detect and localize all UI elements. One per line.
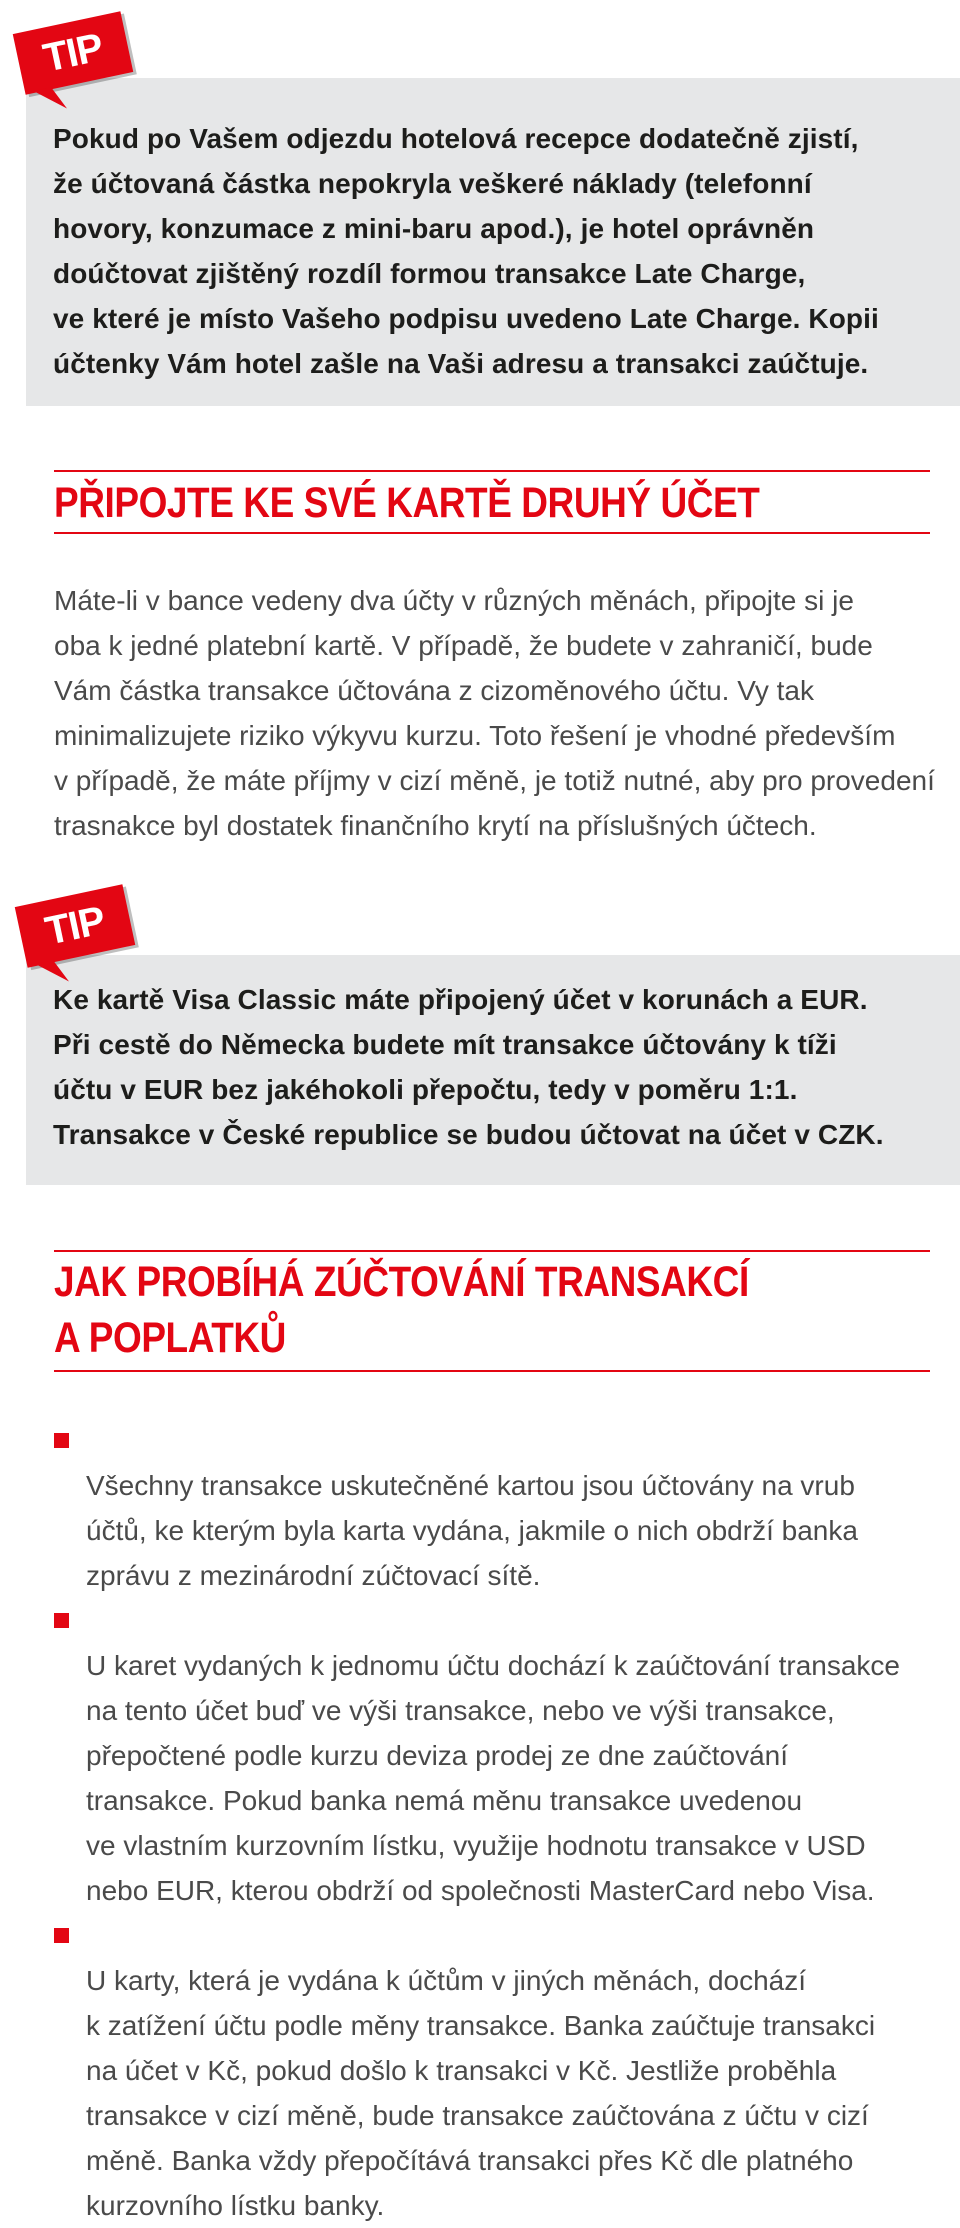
- section-heading-settlement: JAK PROBÍHÁ ZÚČTOVÁNÍ TRANSAKCÍ A POPLATKŮ: [54, 1258, 749, 1362]
- section-heading-second-account: PŘIPOJTE KE SVÉ KARTĚ DRUHÝ ÚČET: [54, 479, 760, 527]
- section-divider: [54, 1370, 930, 1372]
- tip-box-visa-classic: [26, 955, 960, 1185]
- list-item-text: Všechny transakce uskutečněné kartou jsou účtovány na vrub účtů, ke kterým byla karta vydána, jakmile o nich obdrží banka zprávu z mezinárodní zúčtovací sítě.: [86, 1470, 858, 1591]
- section-divider: [54, 470, 930, 472]
- list-item: [54, 1598, 954, 1913]
- bullet-square-icon: [54, 1433, 69, 1448]
- tip-text-visa-classic: Ke kartě Visa Classic máte připojený účet v korunách a EUR. Při cestě do Německa budete mít transakce účtovány k tíži účtu v EUR bez jakéhokoli přepočtu, tedy v poměru 1:1. Transakce v České republice se budou účtovat na účet v CZK.: [53, 984, 884, 1150]
- tip-badge: TIP: [15, 884, 135, 968]
- section-divider: [54, 532, 930, 534]
- section-divider: [54, 1250, 930, 1252]
- list-item-text: U karet vydaných k jednomu účtu dochází k zaúčtování transakce na tento účet buď ve výši transakce, nebo ve výši transakce, přepočtené podle kurzu deviza prodej ze dne zaúčtování transakce. Pokud banka nemá měnu transakce uvedenou ve vlastním kurzovním lístku, využije hodnotu transakce v USD nebo EUR, kterou obdrží od společnosti MasterCard nebo Visa.: [86, 1650, 900, 1906]
- section-body-second-account: Máte-li v bance vedeny dva účty v různých měnách, připojte si je oba k jedné platební kartě. V případě, že budete v zahraničí, bude Vám částka transakce účtována z cizoměnového účtu. Vy tak minimalizujete riziko výkyvu kurzu. Toto řešení je vhodné především v případě, že máte příjmy v cizí měně, je totiž nutné, aby pro provedení trasnakce byl dostatek finančního krytí na příslušných účtech.: [54, 585, 935, 841]
- settlement-bullet-list: [54, 1418, 954, 2228]
- list-item-text: U karty, která je vydána k účtům v jiných měnách, dochází k zatížení účtu podle měny transakce. Banka zaúčtuje transakci na účet v Kč, pokud došlo k transakci v Kč. Jestliže proběhla transakce v cizí měně, bude transakce zaúčtována z účtu v cizí měně. Banka vždy přepočítává transakci přes Kč dle platného kurzovního lístku banky.: [86, 1965, 876, 2221]
- bullet-square-icon: [54, 1613, 69, 1628]
- tip-badge: TIP: [13, 11, 133, 95]
- tip-box-late-charge: [26, 78, 960, 406]
- list-item: [54, 1913, 954, 2228]
- bullet-square-icon: [54, 1928, 69, 1943]
- tip-text-late-charge: Pokud po Vašem odjezdu hotelová recepce dodatečně zjistí, že účtovaná částka nepokryla veškeré náklady (telefonní hovory, konzumace z mini-baru apod.), je hotel oprávněn doúčtovat zjištěný rozdíl formou transakce Late Charge, ve které je místo Vašeho podpisu uvedeno Late Charge. Kopii účtenky Vám hotel zašle na Vaši adresu a transakci zaúčtuje.: [53, 123, 879, 379]
- list-item: [54, 1418, 954, 1598]
